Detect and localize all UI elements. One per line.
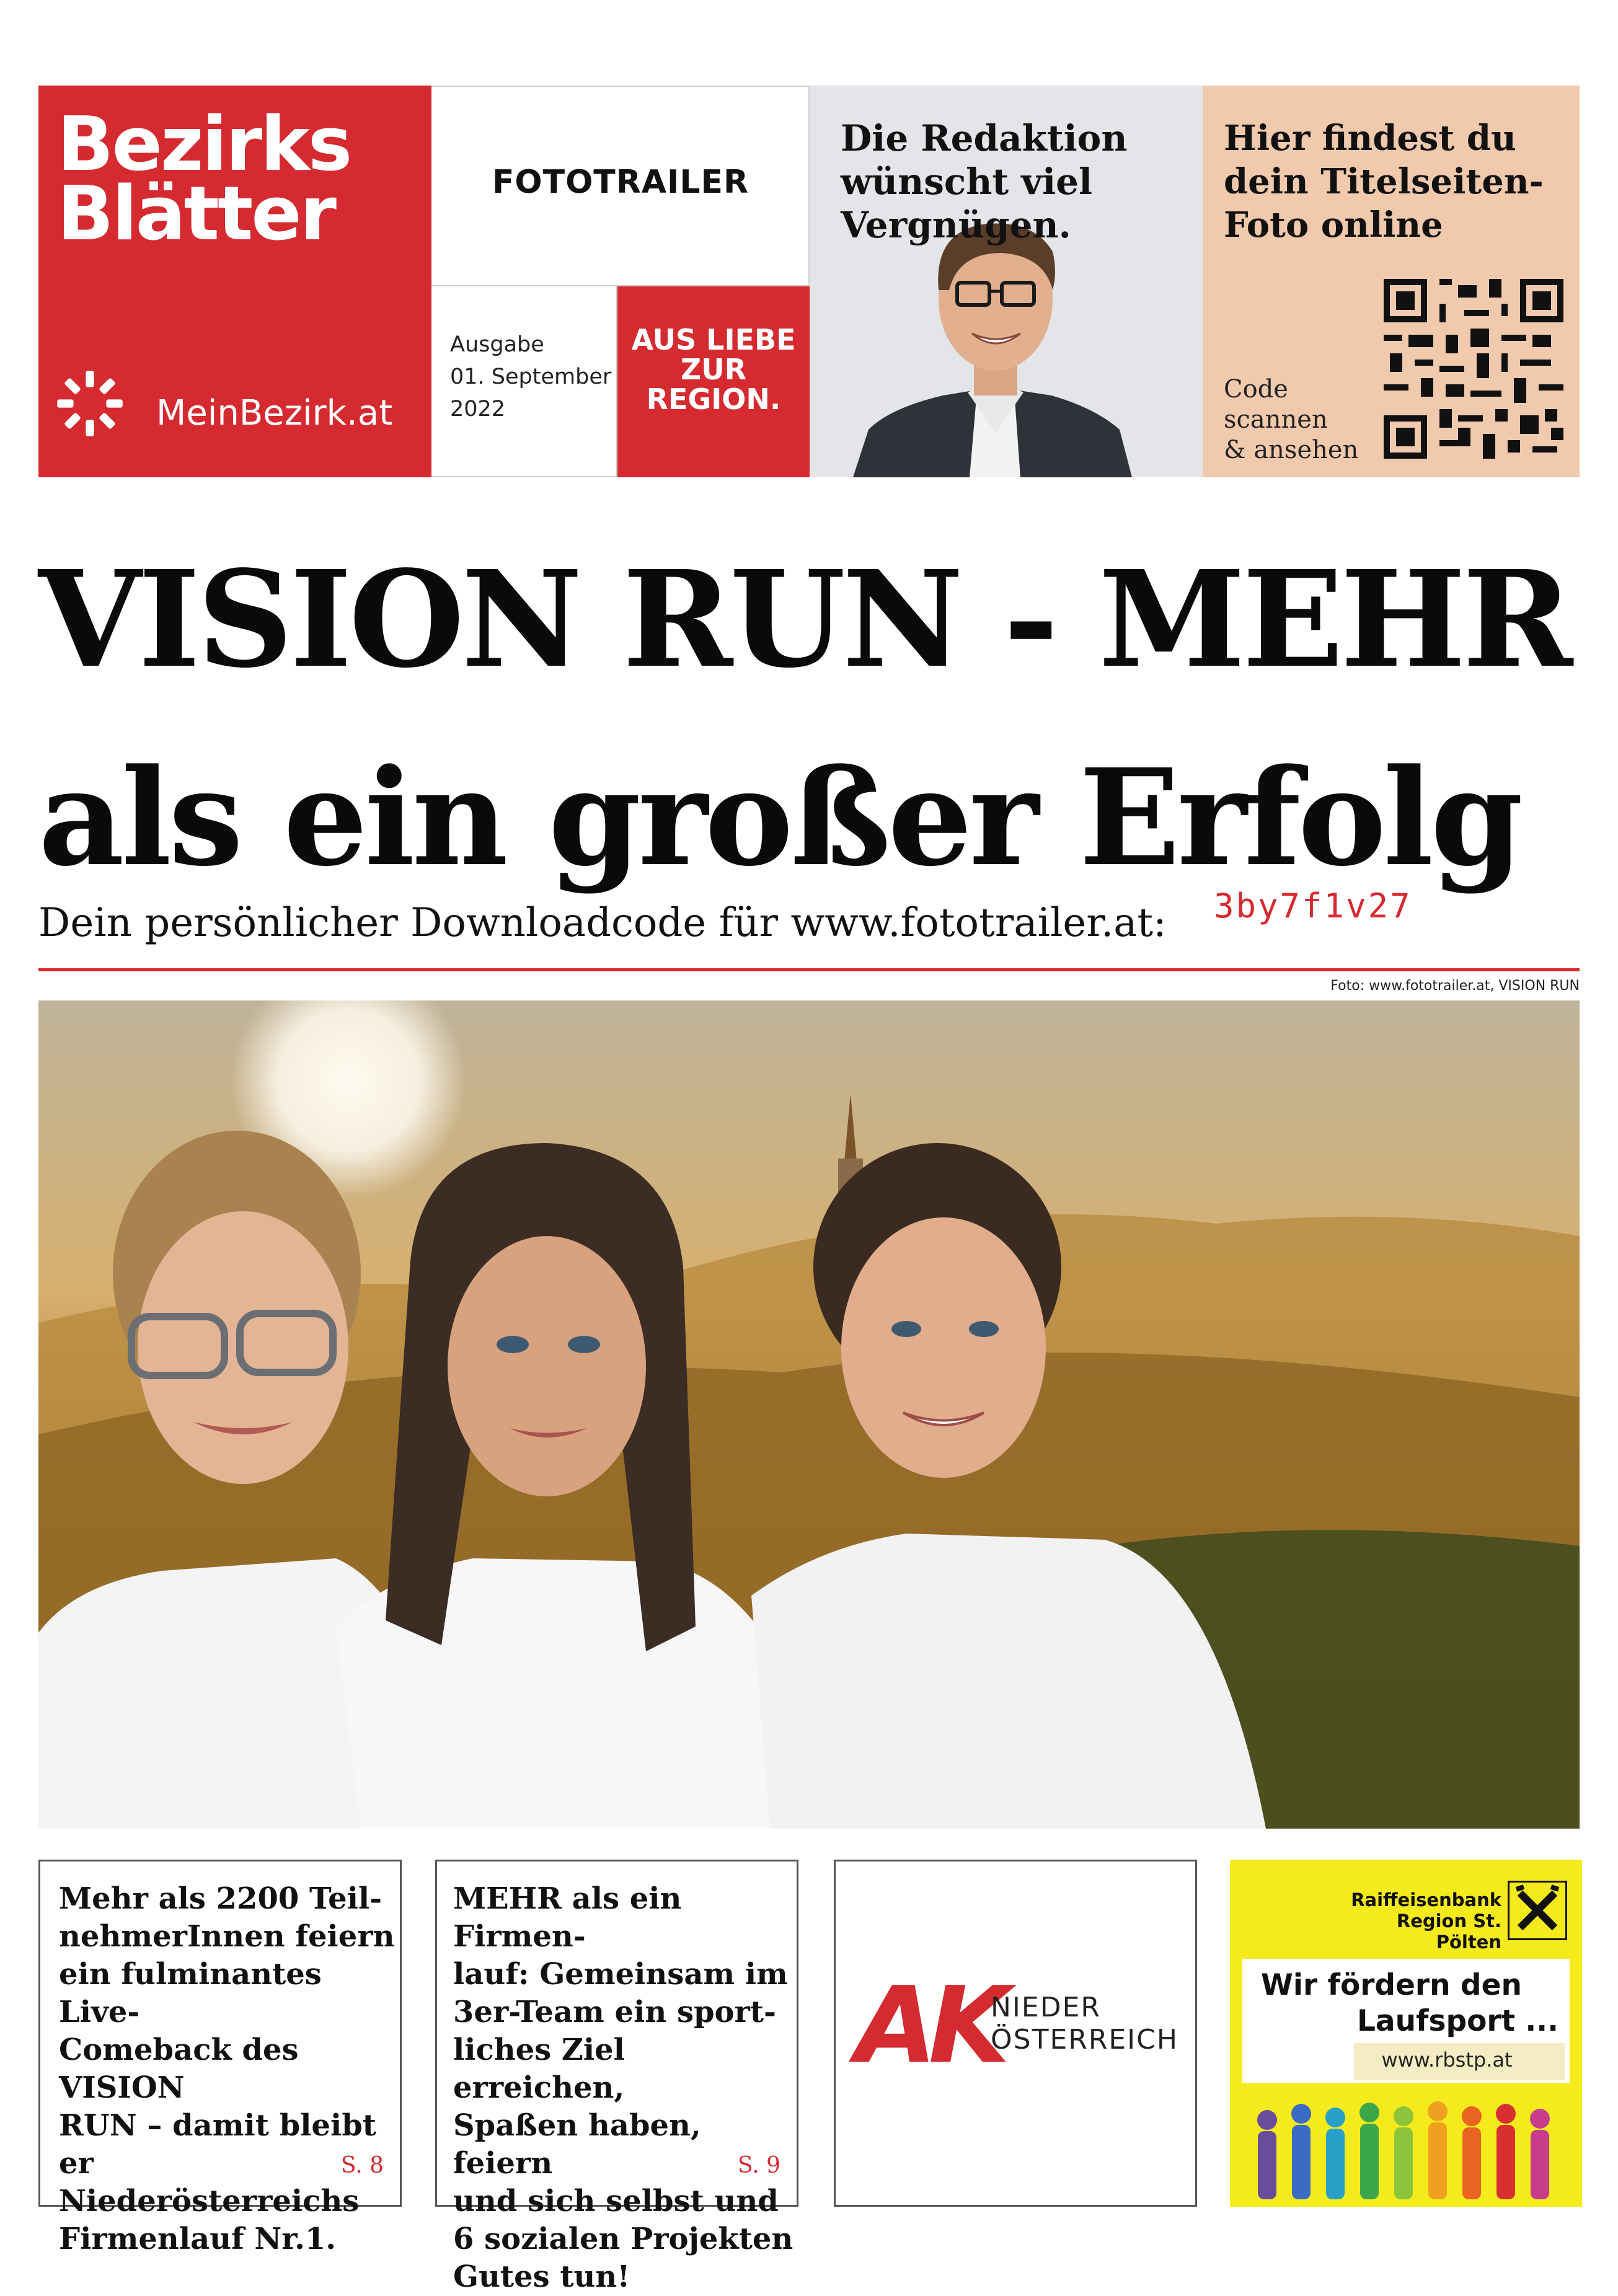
- brand-line-2: Blätter: [57, 171, 335, 257]
- teaser-line: Gutes tun!: [453, 2259, 630, 2294]
- brand-url[interactable]: MeinBezirk.at: [156, 393, 393, 433]
- slogan-line-3: REGION.: [646, 382, 781, 416]
- bank-line-1: Raiffeisenbank: [1351, 1889, 1501, 1910]
- teaser-line: Firmenlauf Nr.1.: [59, 2222, 336, 2256]
- bank-slogan-1: Wir fördern den: [1261, 1968, 1522, 2002]
- ak-advertisement[interactable]: [834, 1860, 1197, 2207]
- editorial-line-1: Die Redaktion: [841, 117, 1128, 159]
- qr-code-icon[interactable]: [1384, 279, 1563, 459]
- bank-slogan: [1261, 1967, 1558, 2039]
- teaser-line: und sich selbst und: [453, 2184, 779, 2219]
- teaser-line: Mehr als 2200 Teil-: [59, 1881, 382, 1916]
- divider: [38, 968, 1580, 971]
- headline: [38, 521, 1588, 917]
- brand-logo-text: [57, 102, 404, 257]
- online-line-2: dein Titelseiten-: [1224, 161, 1544, 202]
- raiffeisen-cross-icon: [1508, 1881, 1567, 1940]
- slogan-line-1: AUS LIEBE: [631, 323, 796, 356]
- slogan: [617, 325, 810, 414]
- page-ref-1[interactable]: S. 8: [340, 2153, 384, 2178]
- teaser-line: nehmerInnen feiern: [59, 1919, 395, 1954]
- bank-name: [1348, 1889, 1501, 1953]
- headline-line-2: als ein großer Erfolg: [38, 740, 1521, 896]
- teaser-card-1[interactable]: [38, 1860, 402, 2256]
- teaser-line: MEHR als ein Firmen-: [453, 1881, 682, 1954]
- bank-slogan-2: Laufsport ...: [1356, 2004, 1558, 2038]
- bank-url[interactable]: www.rbstp.at: [1381, 2048, 1513, 2072]
- download-label: Dein persönlicher Downloadcode für www.fototrailer.at:: [38, 900, 1167, 946]
- teaser-line: 6 sozialen Projekten: [453, 2222, 794, 2256]
- teaser-line: 3er-Team ein sport-: [453, 1995, 776, 2029]
- ak-text: [991, 1992, 1178, 2056]
- ak-line-2: ÖSTERREICH: [991, 2024, 1178, 2055]
- online-line-3: Foto online: [1224, 205, 1443, 245]
- teaser-line: lauf: Gemeinsam im: [453, 1957, 788, 1992]
- page-ref-2[interactable]: S. 9: [737, 2153, 780, 2178]
- editorial-text: [841, 117, 1188, 247]
- runners-illustration: [1230, 2095, 1582, 2207]
- teaser-line: Spaßen haben, feiern: [453, 2108, 701, 2181]
- editorial-line-3: Vergnügen.: [841, 204, 1071, 246]
- teaser-line: RUN – damit bleibt: [59, 2108, 376, 2143]
- photo-credit: Foto: www.fototrailer.at, VISION RUN: [1330, 978, 1580, 994]
- teaser-card-2[interactable]: [435, 1860, 798, 2294]
- headline-line-1: VISION RUN - MEHR: [38, 542, 1570, 697]
- scan-instruction: [1224, 374, 1358, 466]
- teaser-text-1: [59, 1880, 400, 2258]
- scan-line-1: Code: [1224, 375, 1288, 404]
- teaser-line: liches Ziel erreichen,: [453, 2033, 625, 2105]
- teaser-text-2: [453, 1880, 797, 2296]
- issue-date: 01. September: [450, 364, 612, 389]
- issue-label: Ausgabe: [450, 332, 544, 357]
- cover-photo: [38, 1000, 1580, 1829]
- online-text: [1224, 117, 1571, 247]
- section-title: FOTOTRAILER: [492, 164, 749, 201]
- download-code[interactable]: 3by7f1v27: [1214, 886, 1412, 925]
- bank-line-2: Region St. Pölten: [1396, 1910, 1501, 1953]
- teaser-line: ein fulminantes Live-: [59, 1957, 322, 2029]
- slogan-line-2: ZUR: [680, 353, 747, 386]
- sun-logo-icon: [56, 369, 124, 438]
- issue-year: 2022: [450, 397, 506, 422]
- brand-line-1: Bezirks: [57, 102, 351, 188]
- issue-info: [450, 329, 617, 425]
- teaser-line: er Niederösterreichs: [59, 2146, 360, 2219]
- online-line-1: Hier findest du: [1224, 118, 1516, 159]
- raiffeisen-advertisement[interactable]: [1230, 1860, 1582, 2207]
- ak-logo: AK: [855, 1964, 1002, 2087]
- scan-line-2: scannen: [1224, 405, 1328, 434]
- editorial-line-2: wünscht viel: [841, 161, 1093, 203]
- scan-line-3: & ansehen: [1224, 436, 1359, 464]
- ak-line-1: NIEDER: [991, 1992, 1101, 2023]
- teaser-line: Comeback des VISION: [59, 2033, 299, 2105]
